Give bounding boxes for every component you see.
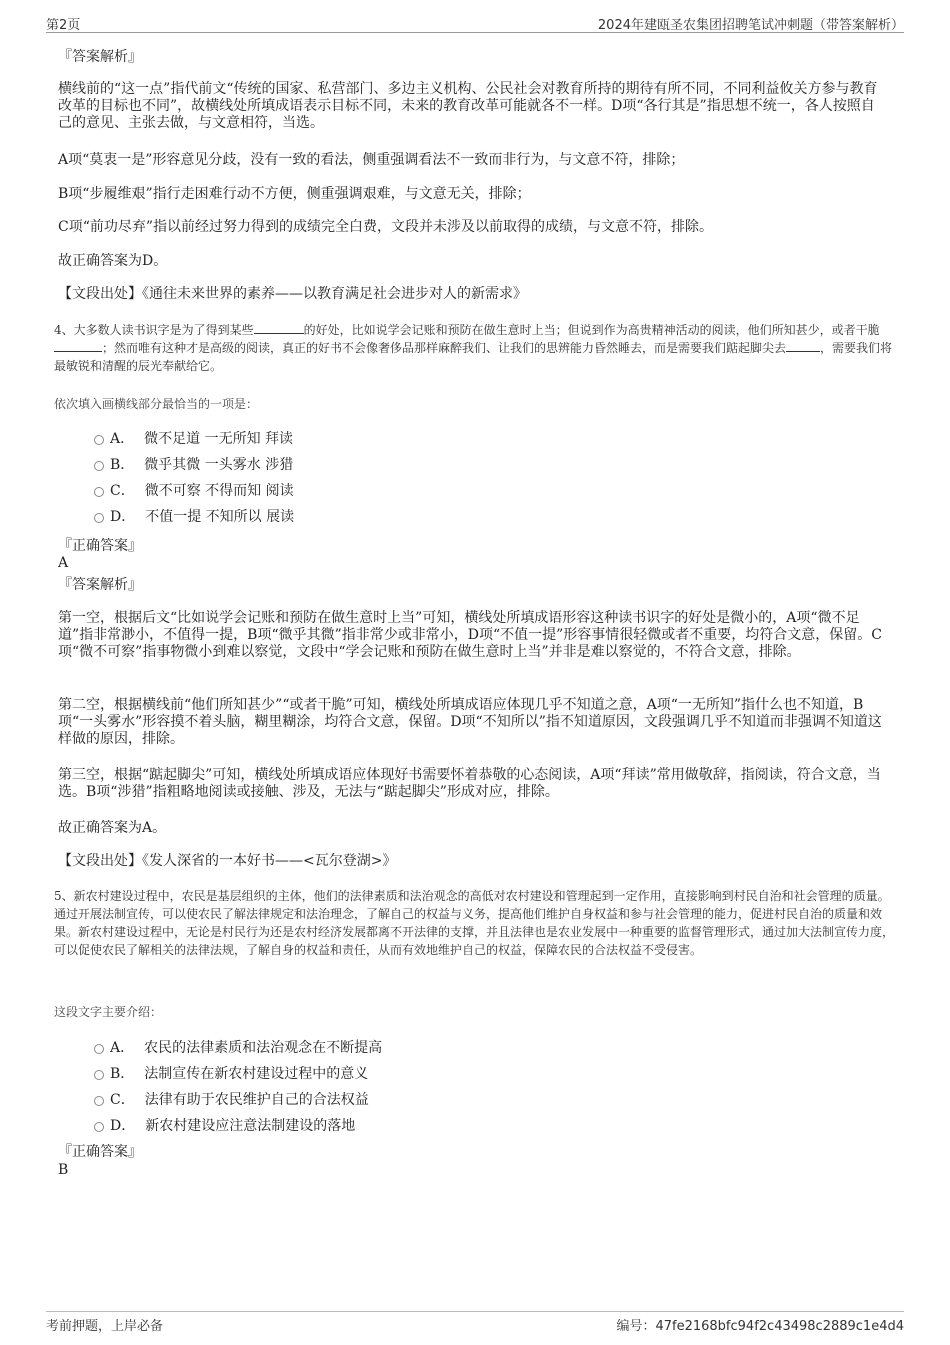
option-c[interactable]: C． 微不可察 不得而知 阅读 xyxy=(54,478,454,504)
radio-icon[interactable] xyxy=(94,461,104,471)
answer-conclusion: 故正确答案为D。 xyxy=(58,253,168,269)
blank-line xyxy=(786,350,820,352)
analysis-paragraph: C项“前功尽弃”指以前经过努力得到的成绩完全白费，文段并未涉及以前取得的成绩，与文意不符，排除。 xyxy=(58,219,714,235)
option-d[interactable]: D． 新农村建设应注意法制建设的落地 xyxy=(54,1113,554,1139)
question-5-options xyxy=(54,1035,554,1139)
page-footer xyxy=(46,1311,904,1334)
analysis-paragraph: A项“莫衷一是”形容意见分歧，没有一致的看法，侧重强调看法不一致而非行为，与文意不符，排除； xyxy=(58,152,685,168)
document-id: 编号：47fe2168bfc94f2c43498c2889c1e4d4 xyxy=(616,1319,904,1334)
page-number: 第2页 xyxy=(46,18,81,33)
question-4-stem: 4、大多数人读书识字是为了得到某些 的好处，比如说学会记账和预防在做生意时上当；但说到作为高贵精神活动的阅读，他们所知甚少，或者干脆；然而唯有这种才是高级的阅读，真正的好书不会像奢侈品那样麻醉我们、让我们的思辨能力昏然睡去，而是需要我们踮起脚尖去 ，需要我们将最敏锐和清醒的辰光奉献给它。 xyxy=(54,323,893,373)
analysis-label: 『答案解析』 xyxy=(58,577,142,593)
question-5-prompt: 这段文字主要介绍： xyxy=(54,1005,163,1019)
page-header xyxy=(46,12,904,33)
analysis-paragraph: B项“步履维艰”指行走困难行动不方便，侧重强调艰难，与文意无关，排除； xyxy=(58,186,531,202)
question-4-prompt: 依次填入画横线部分最恰当的一项是： xyxy=(54,397,259,411)
question-5-stem: 5、新农村建设过程中，农民是基层组织的主体，他们的法律素质和法治观念的高低对农村建设和管理起到一定作用，直接影响到村民自治和社会管理的质量。通过开展法制宣传，可以使农民了解法律规定和法治理念，了解自己的权益与义务，提高他们维护自身权益和参与社会管理的能力，促进村民自治的质量和效果。新农村建设过程中，无论是村民行为还是农村经济发展都离不开法律的支撑，并且法律也是农业发展中一种重要的监督管理形式，通过加大法制宣传力度，可以促使农民了解相关的法律法规，了解自身的权益和责任，从而有效地维护自己的权益，保障农民的合法权益不受侵害。 xyxy=(54,889,895,957)
analysis-paragraph: 第一空，根据后文“比如说学会记账和预防在做生意时上当”可知，横线处所填成语形容这种读书识字的好处是微小的，A项“微不足道”指非常渺小，不值得一提，B项“微乎其微”指非常少或非常小，D项“不值一提”形容事情很轻微或者不重要，均符合文意，保留。C项“微不可察”指事物微小到难以察觉，文段中“学会记账和预防在做生意时上当”并非是难以察觉的，不符合文意，排除。 xyxy=(58,610,883,660)
correct-answer: B xyxy=(58,1162,69,1178)
option-a[interactable]: A． 农民的法律素质和法治观念在不断提高 xyxy=(54,1035,554,1061)
footer-slogan: 考前押题，上岸必备 xyxy=(46,1319,164,1334)
correct-answer-label: 『正确答案』 xyxy=(58,1144,142,1160)
radio-icon[interactable] xyxy=(94,1096,104,1106)
answer-conclusion: 故正确答案为A。 xyxy=(58,820,167,836)
analysis-paragraph: 第三空，根据“踮起脚尖”可知，横线处所填成语应体现好书需要怀着恭敬的心态阅读，A项“拜读”常用做敬辞，指阅读，符合文意，当选。B项“涉猎”指粗略地阅读或接触、涉及，无法与“踮起脚尖”形成对应，排除。 xyxy=(58,767,881,800)
correct-answer: A xyxy=(58,555,69,571)
radio-icon[interactable] xyxy=(94,435,104,445)
passage-source: 【文段出处】《通往未来世界的素养——以教育满足社会进步对人的新需求》 xyxy=(58,286,527,302)
option-d[interactable]: D． 不值一提 不知所以 展读 xyxy=(54,504,454,530)
analysis-paragraph: 横线前的“这一点”指代前文“传统的国家、私营部门、多边主义机构、公民社会对教育所持的期待有所不同，不同利益攸关方参与教育改革的目标也不同”，故横线处所填成语表示目标不同，未来的教育改革可能就各不一样。D项“各行其是”指思想不统一，各人按照自己的意见、主张去做，与文意相符，当选。 xyxy=(58,81,878,131)
option-b[interactable]: B． 微乎其微 一头雾水 涉猎 xyxy=(54,452,454,478)
radio-icon[interactable] xyxy=(94,1044,104,1054)
correct-answer-label: 『正确答案』 xyxy=(58,538,142,554)
option-c[interactable]: C． 法律有助于农民维护自己的合法权益 xyxy=(54,1087,554,1113)
document-title: 2024年建瓯圣农集团招聘笔试冲刺题（带答案解析） xyxy=(597,18,904,33)
option-b[interactable]: B． 法制宣传在新农村建设过程中的意义 xyxy=(54,1061,554,1087)
question-4-options xyxy=(54,426,454,530)
radio-icon[interactable] xyxy=(94,513,104,523)
option-a[interactable]: A． 微不足道 一无所知 拜读 xyxy=(54,426,454,452)
blank-line xyxy=(254,332,304,334)
blank-line xyxy=(54,350,102,352)
radio-icon[interactable] xyxy=(94,1122,104,1132)
radio-icon[interactable] xyxy=(94,487,104,497)
analysis-label: 『答案解析』 xyxy=(58,49,142,65)
passage-source: 【文段出处】《发人深省的一本好书——<瓦尔登湖>》 xyxy=(58,853,397,869)
analysis-paragraph: 第二空，根据横线前“他们所知甚少”“或者干脆”可知，横线处所填成语应体现几乎不知道之意，A项“一无所知”指什么也不知道，B项“一头雾水”形容摸不着头脑，糊里糊涂，均符合文意，保留。D项“不知所以”指不知道原因，文段强调几乎不知道而非强调不知道这样做的原因，排除。 xyxy=(58,697,882,747)
radio-icon[interactable] xyxy=(94,1070,104,1080)
